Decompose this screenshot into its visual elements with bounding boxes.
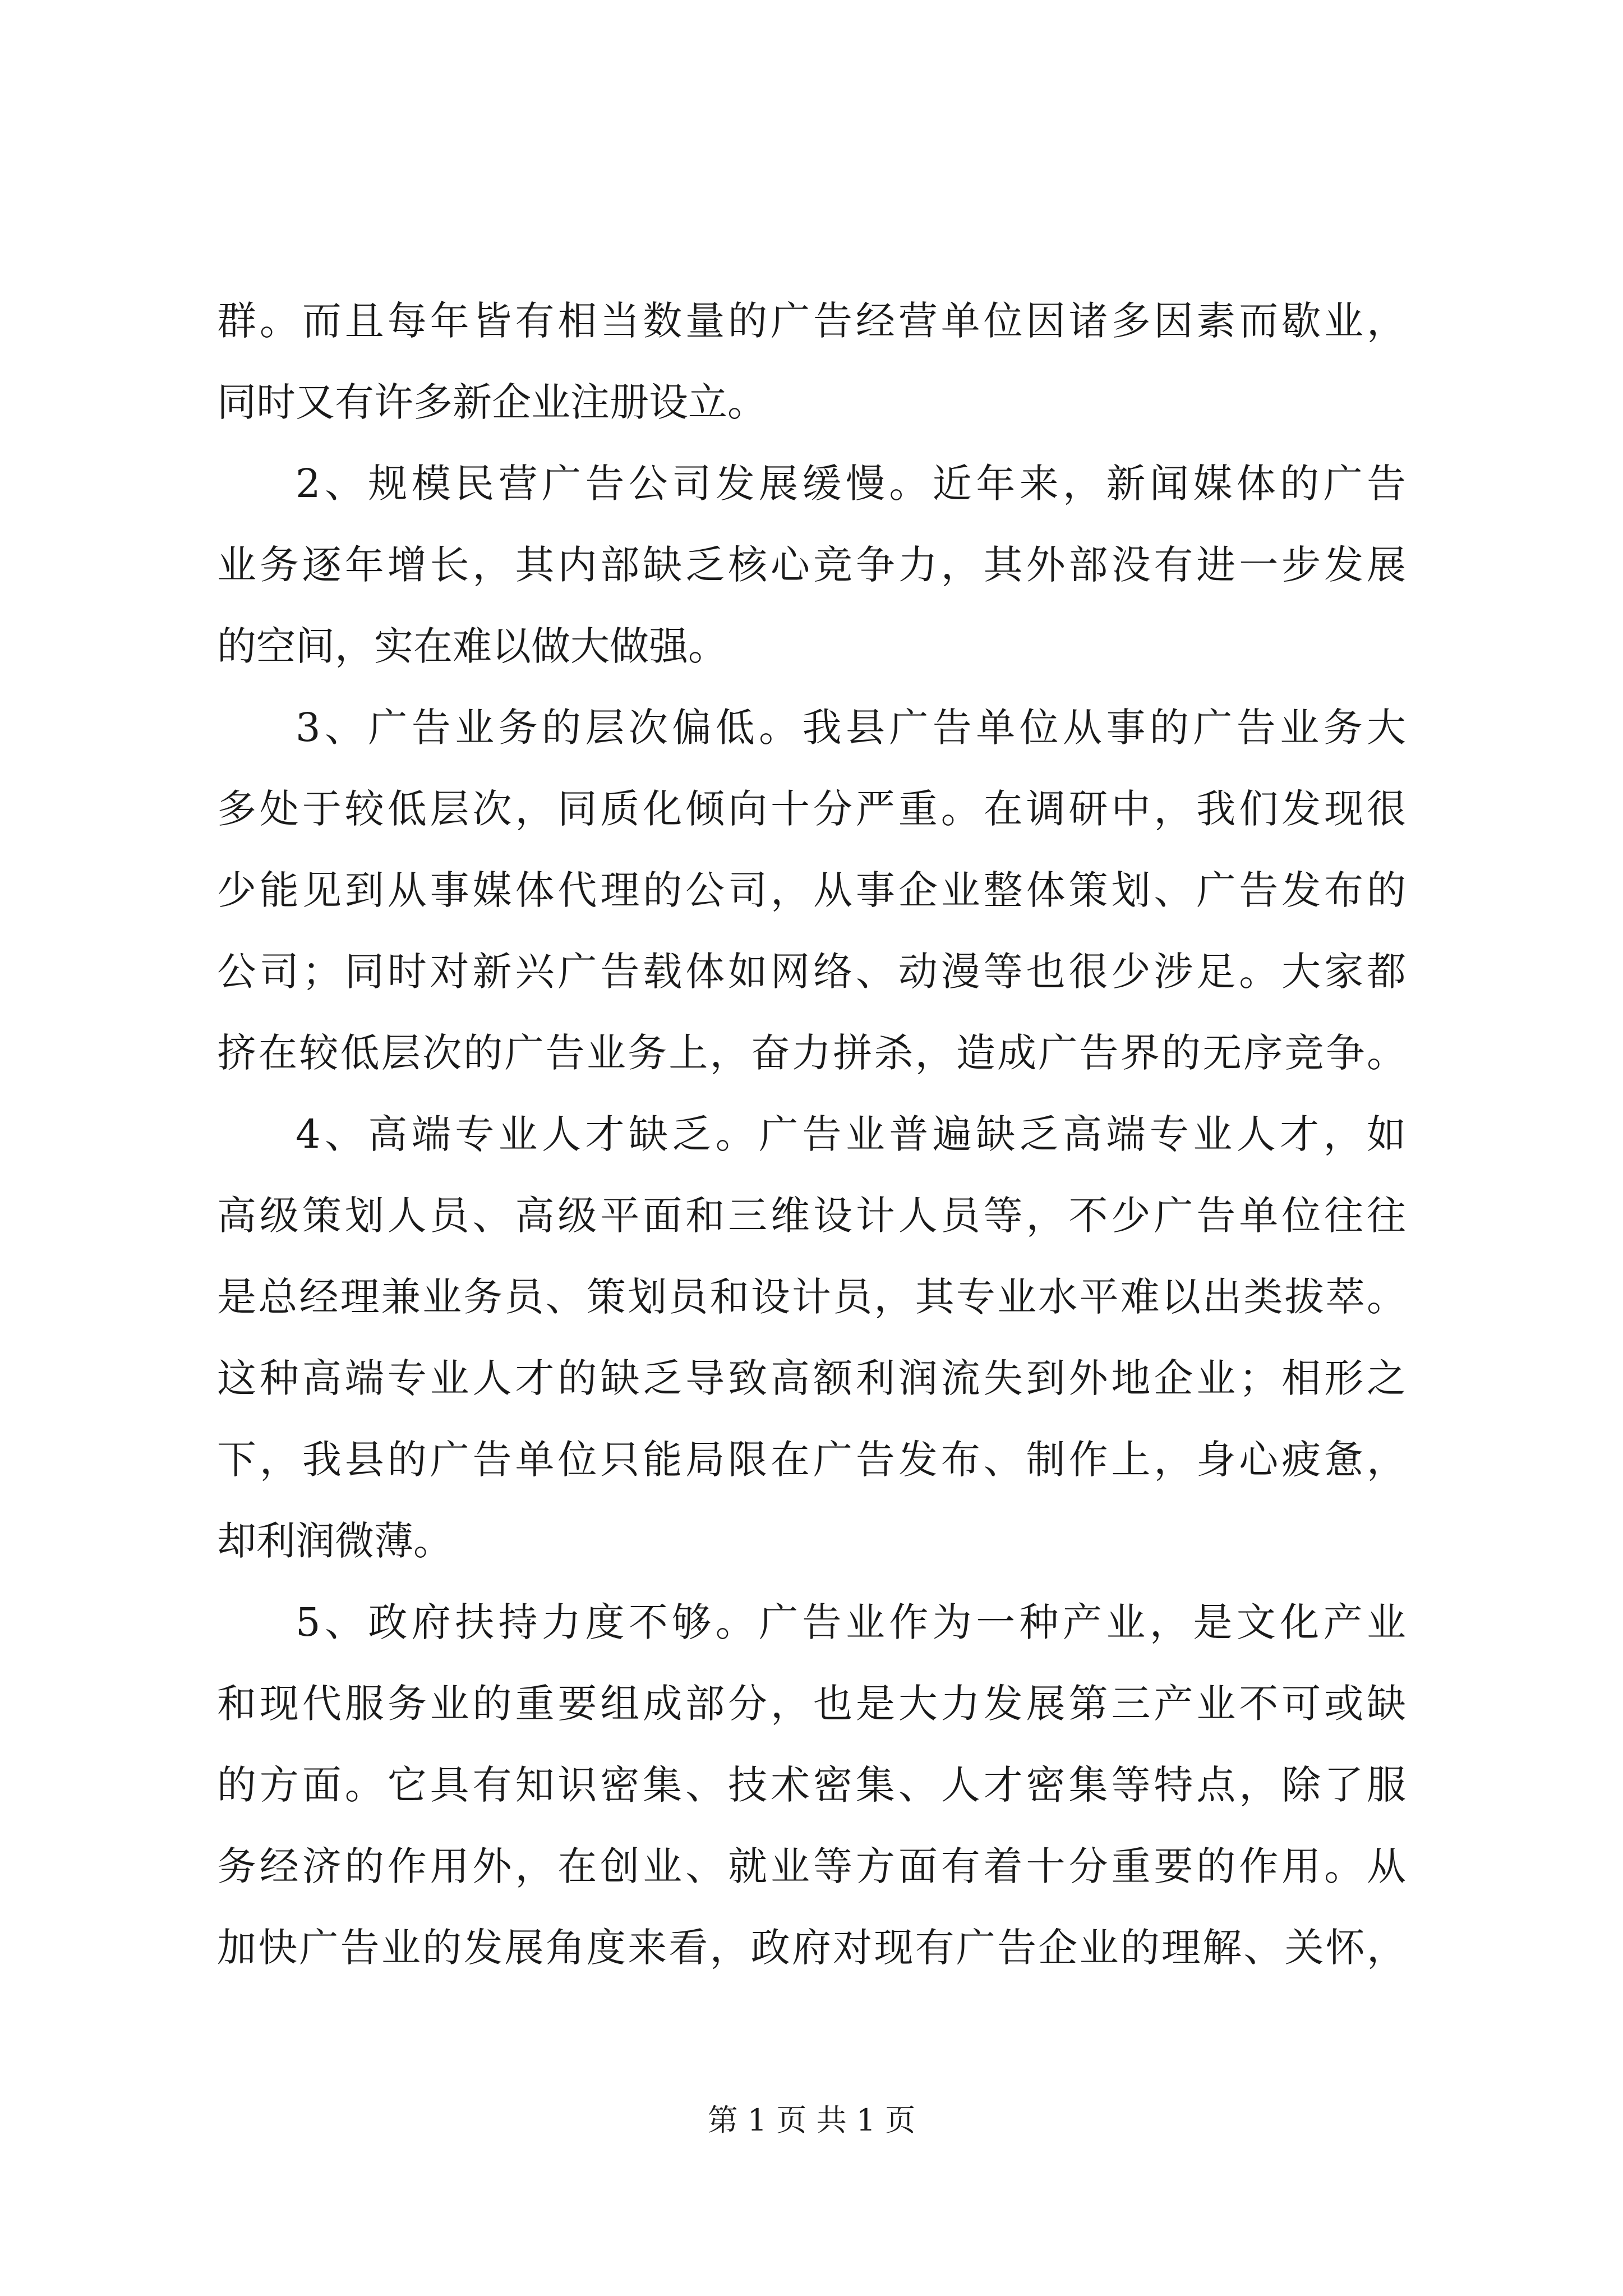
text-line: 的方面。它具有知识密集、技术密集、人才密集等特点，除了服 — [217, 1762, 1406, 1808]
text-line: 业务逐年增长，其内部缺乏核心竞争力，其外部没有进一步发展 — [217, 542, 1406, 588]
text-line: 下，我县的广告单位只能局限在广告发布、制作上，身心疲惫， — [217, 1437, 1406, 1483]
text-line: 公司；同时对新兴广告载体如网络、动漫等也很少涉足。大家都 — [217, 949, 1406, 995]
text-line: 同时又有许多新企业注册设立。 — [217, 379, 767, 425]
text-line: 3、广告业务的层次偏低。我县广告单位从事的广告业务大 — [296, 705, 1406, 751]
text-line: 的空间，实在难以做大做强。 — [217, 623, 727, 669]
text-line: 是总经理兼业务员、策划员和设计员，其专业水平难以出类拔萃。 — [217, 1274, 1406, 1320]
page-footer: 第 1 页 共 1 页 — [707, 2102, 916, 2138]
text-line: 4、高端专业人才缺乏。广告业普遍缺乏高端专业人才，如 — [296, 1111, 1406, 1157]
text-line: 这种高端专业人才的缺乏导致高额利润流失到外地企业；相形之 — [217, 1355, 1406, 1401]
text-line: 高级策划人员、高级平面和三维设计人员等，不少广告单位往往 — [217, 1193, 1406, 1239]
text-line: 和现代服务业的重要组成部分，也是大力发展第三产业不可或缺 — [217, 1681, 1406, 1727]
text-line: 5、政府扶持力度不够。广告业作为一种产业，是文化产业 — [296, 1599, 1406, 1645]
text-line: 2、规模民营广告公司发展缓慢。近年来，新闻媒体的广告 — [296, 461, 1406, 507]
text-line: 挤在较低层次的广告业务上，奋力拼杀，造成广告界的无序竞争。 — [217, 1030, 1406, 1076]
text-line: 少能见到从事媒体代理的公司，从事企业整体策划、广告发布的 — [217, 867, 1406, 913]
text-line: 务经济的作用外，在创业、就业等方面有着十分重要的作用。从 — [217, 1843, 1406, 1889]
text-line: 却利润微薄。 — [217, 1518, 453, 1564]
text-line: 群。而且每年皆有相当数量的广告经营单位因诸多因素而歇业， — [217, 298, 1406, 344]
document-body — [217, 280, 1406, 1989]
text-line: 多处于较低层次，同质化倾向十分严重。在调研中，我们发现很 — [217, 786, 1406, 832]
text-line: 加快广告业的发展角度来看，政府对现有广告企业的理解、关怀， — [217, 1925, 1406, 1971]
